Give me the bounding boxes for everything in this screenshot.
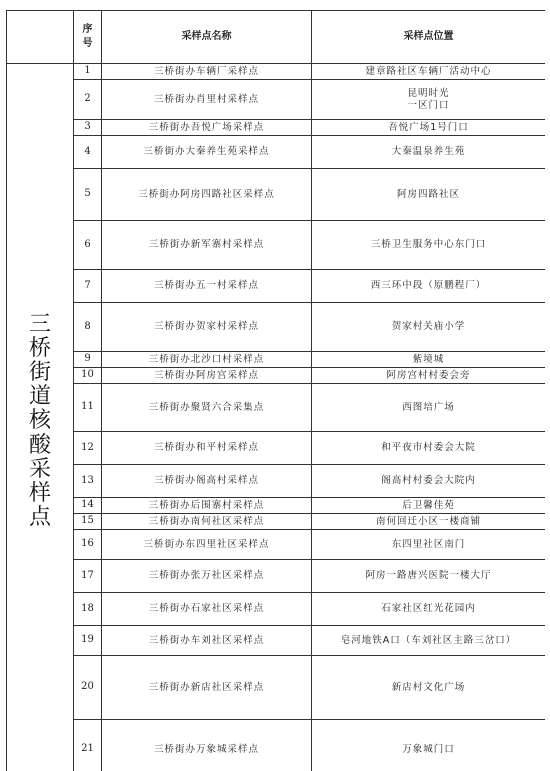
seq-cell: 4 (74, 136, 102, 169)
sampling-sites-table (6, 10, 545, 771)
table-row (7, 120, 546, 136)
site-name-cell: 三桥街办张万社区采样点 (102, 560, 312, 593)
seq-cell: 21 (74, 720, 102, 771)
header-seq: 序 号 (74, 11, 102, 64)
seq-cell: 14 (74, 498, 102, 514)
site-name-cell: 三桥街办万象城采样点 (102, 720, 312, 771)
seq-cell: 19 (74, 626, 102, 656)
table-row (7, 656, 546, 720)
seq-cell: 8 (74, 303, 102, 352)
seq-cell: 7 (74, 270, 102, 303)
site-location-cell: 皂河地铁A口（车刘社区主路三岔口） (312, 626, 546, 656)
site-name-cell: 三桥街办阁高村采样点 (102, 465, 312, 498)
seq-cell: 12 (74, 432, 102, 465)
table-row (7, 303, 546, 352)
group-label: 三桥街道核酸采样点 (28, 311, 51, 531)
site-name-cell: 三桥街办东四里社区采样点 (102, 530, 312, 560)
seq-cell: 1 (74, 64, 102, 80)
site-location-cell: 紫境城 (312, 352, 546, 368)
site-location-cell: 后卫馨佳苑 (312, 498, 546, 514)
table-row (7, 80, 546, 120)
site-location-cell: 大秦温泉养生苑 (312, 136, 546, 169)
site-location-cell: 阿房四路社区 (312, 169, 546, 221)
site-name-cell: 三桥街办聚贤六合采集点 (102, 384, 312, 432)
seq-cell: 20 (74, 656, 102, 720)
table-row (7, 465, 546, 498)
seq-cell: 11 (74, 384, 102, 432)
site-location-cell: 贺家村关庙小学 (312, 303, 546, 352)
seq-cell: 2 (74, 80, 102, 120)
site-name-cell: 三桥街办车辆厂采样点 (102, 64, 312, 80)
site-name-cell: 三桥街办石家社区采样点 (102, 593, 312, 626)
site-location-cell: 阁高村村委会大院内 (312, 465, 546, 498)
site-name-cell: 三桥街办肖里村采样点 (102, 80, 312, 120)
site-location-cell: 西三环中段（原鹏程厂） (312, 270, 546, 303)
site-name-cell: 三桥街办新店社区采样点 (102, 656, 312, 720)
site-name-cell: 三桥街办大秦养生苑采样点 (102, 136, 312, 169)
seq-cell: 18 (74, 593, 102, 626)
table-row (7, 352, 546, 368)
site-name-cell: 三桥街办后围寨村采样点 (102, 498, 312, 514)
site-location-cell: 建章路社区车辆厂活动中心 (312, 64, 546, 80)
table-row (7, 384, 546, 432)
site-location-cell: 西图培广场 (312, 384, 546, 432)
site-name-cell: 三桥街办南何社区采样点 (102, 514, 312, 530)
site-name-cell: 三桥街办和平村采样点 (102, 432, 312, 465)
sampling-sites-table-container (6, 10, 545, 771)
table-row (7, 270, 546, 303)
table-row (7, 368, 546, 384)
site-name-cell: 三桥街办贺家村采样点 (102, 303, 312, 352)
table-row (7, 530, 546, 560)
site-location-cell: 南何回迁小区一楼商铺 (312, 514, 546, 530)
site-location-cell: 吾悦广场1号门口 (312, 120, 546, 136)
seq-cell: 15 (74, 514, 102, 530)
site-name-cell: 三桥街办车刘社区采样点 (102, 626, 312, 656)
seq-cell: 17 (74, 560, 102, 593)
seq-cell: 10 (74, 368, 102, 384)
site-name-cell: 三桥街办新军寨村采样点 (102, 221, 312, 270)
site-name-cell: 三桥街办北沙口村采样点 (102, 352, 312, 368)
table-row (7, 64, 546, 80)
group-label-cell (7, 64, 74, 771)
header-blank-cell (7, 11, 74, 64)
table-row (7, 626, 546, 656)
site-location-cell: 东四里社区南门 (312, 530, 546, 560)
site-location-cell: 万象城门口 (312, 720, 546, 771)
site-name-cell: 三桥街办五一村采样点 (102, 270, 312, 303)
table-row (7, 498, 546, 514)
site-location-cell: 三桥卫生服务中心东门口 (312, 221, 546, 270)
seq-cell: 3 (74, 120, 102, 136)
seq-cell: 16 (74, 530, 102, 560)
table-row (7, 432, 546, 465)
table-row (7, 593, 546, 626)
site-name-cell: 三桥街办吾悦广场采样点 (102, 120, 312, 136)
table-body (7, 64, 546, 771)
table-row (7, 514, 546, 530)
site-location-cell: 阿房宫村村委会旁 (312, 368, 546, 384)
site-location-cell: 昆明时光 一区门口 (312, 80, 546, 120)
table-row (7, 169, 546, 221)
site-location-cell: 新店村文化广场 (312, 656, 546, 720)
table-row (7, 136, 546, 169)
site-name-cell: 三桥街办阿房宫采样点 (102, 368, 312, 384)
table-row (7, 720, 546, 771)
site-location-cell: 石家社区红光花园内 (312, 593, 546, 626)
seq-cell: 5 (74, 169, 102, 221)
site-name-cell: 三桥街办阿房四路社区采样点 (102, 169, 312, 221)
header-location: 采样点位置 (312, 11, 546, 64)
seq-cell: 9 (74, 352, 102, 368)
table-row (7, 221, 546, 270)
site-location-cell: 和平夜市村委会大院 (312, 432, 546, 465)
table-header-row (7, 11, 546, 64)
seq-cell: 13 (74, 465, 102, 498)
header-name: 采样点名称 (102, 11, 312, 64)
table-row (7, 560, 546, 593)
site-location-cell: 阿房一路唐兴医院一楼大厅 (312, 560, 546, 593)
seq-cell: 6 (74, 221, 102, 270)
